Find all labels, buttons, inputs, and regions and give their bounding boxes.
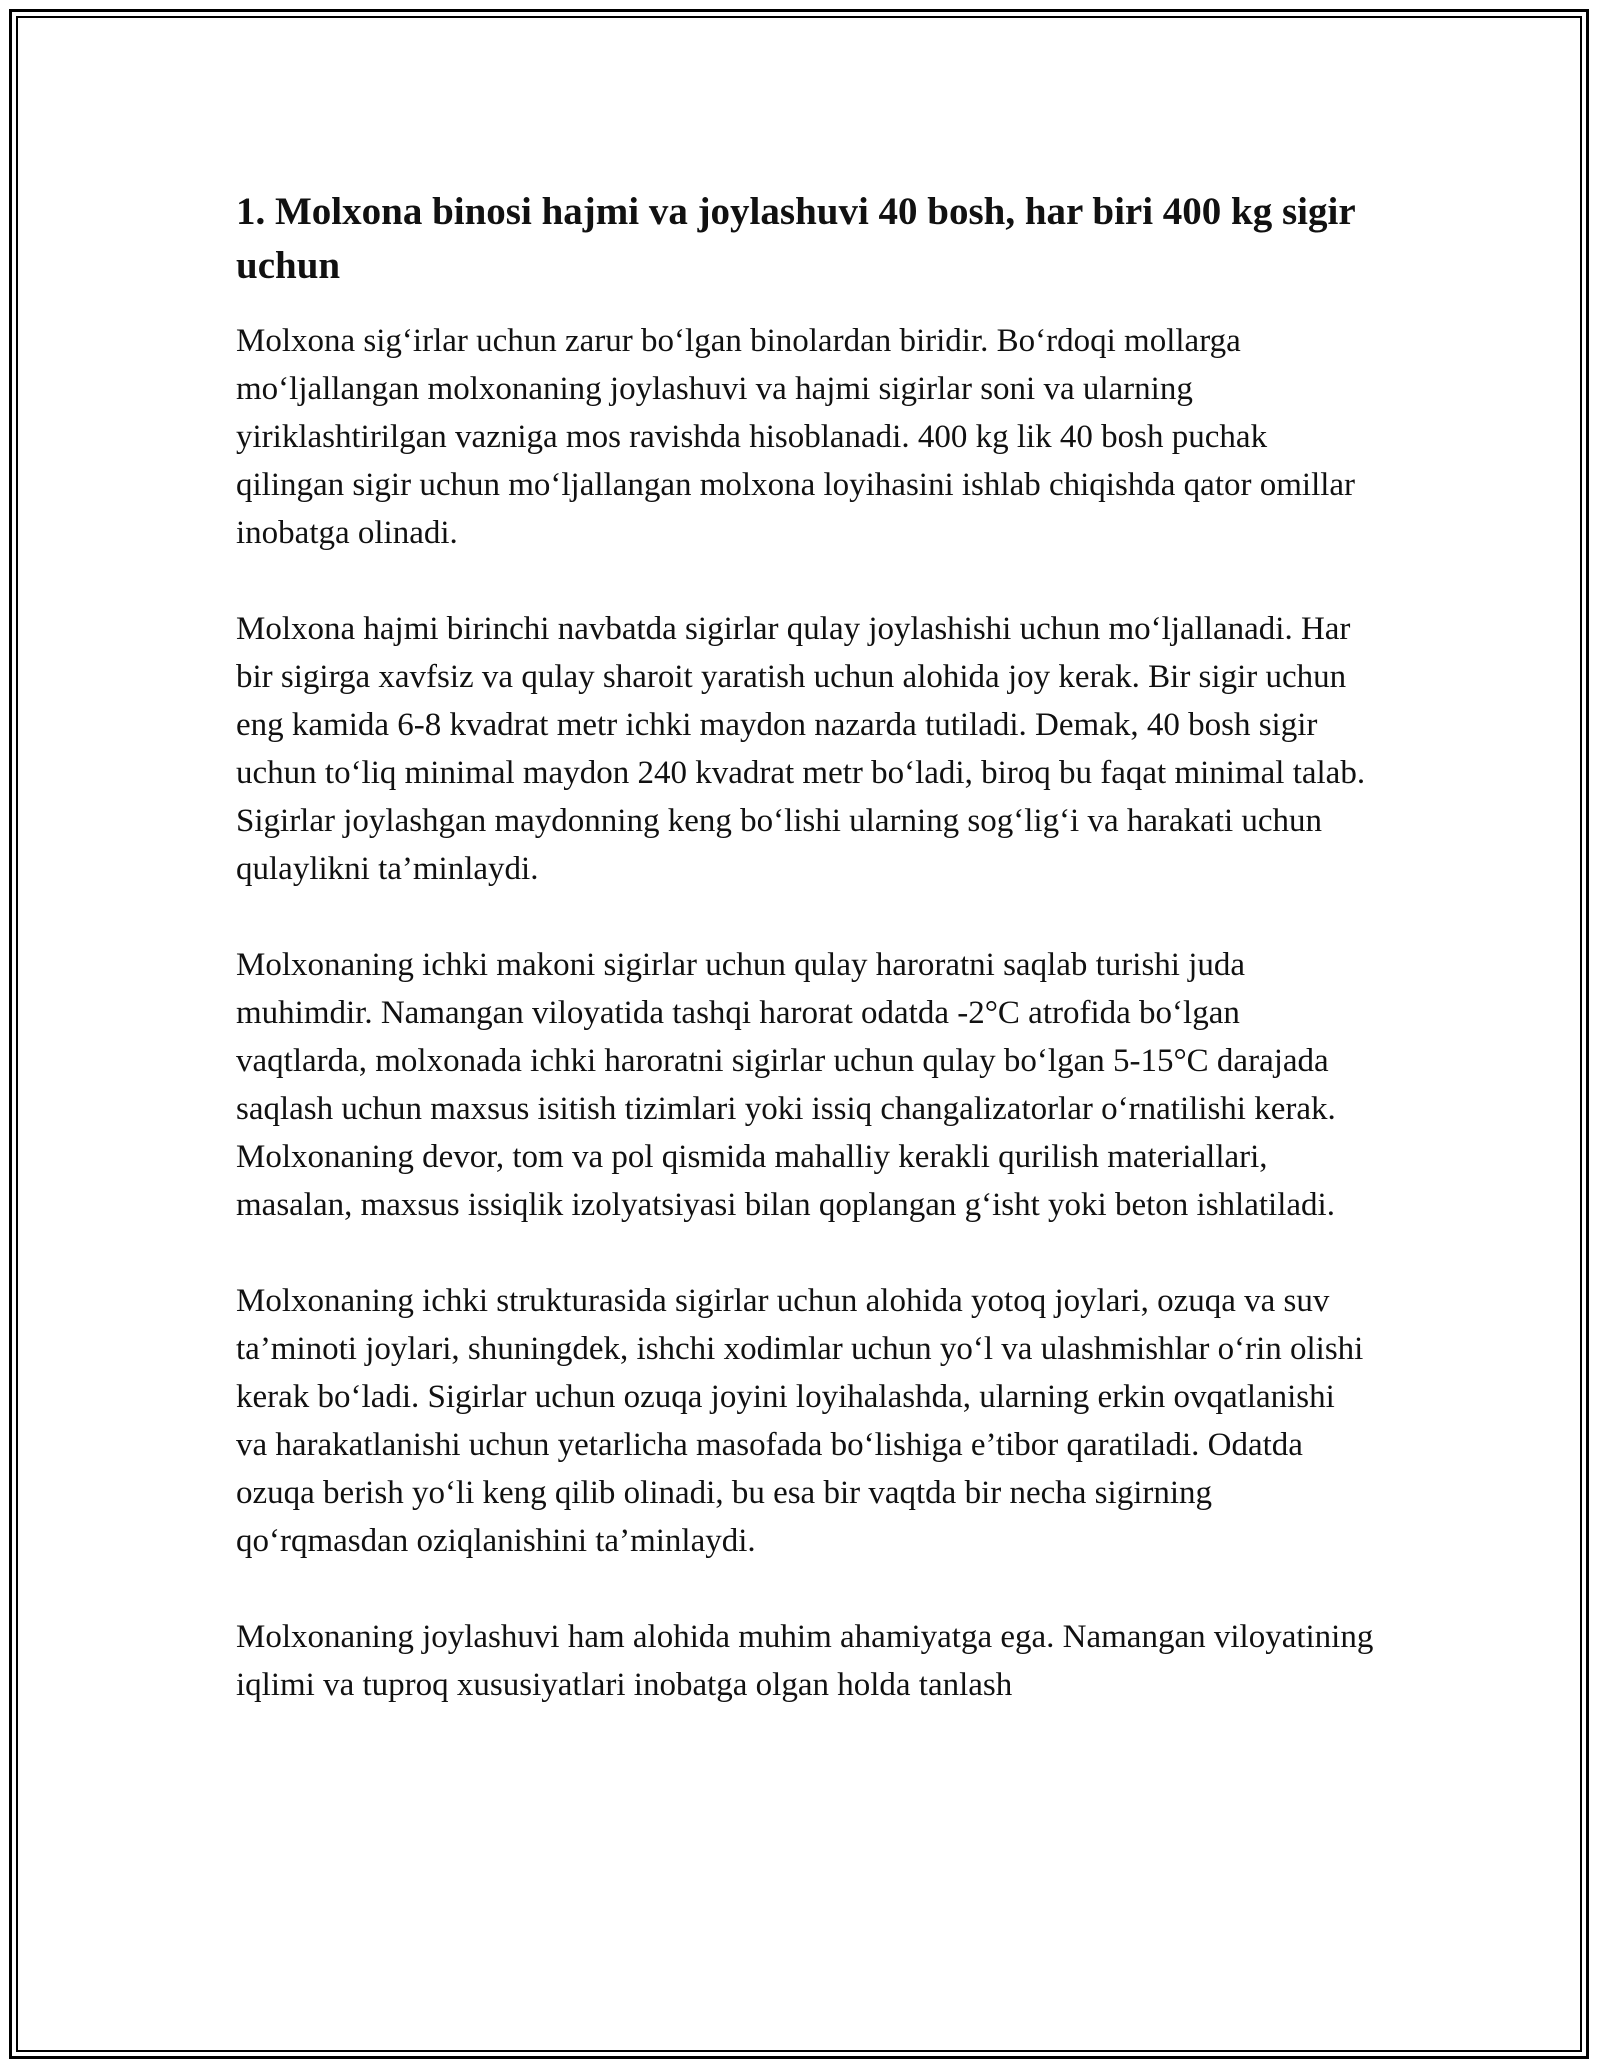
paragraph-1: Molxona sig‘irlar uchun zarur bo‘lgan binolardan biridir. Bo‘rdoqi mollarga mo‘ljallangan molxonaning joylashuvi va hajmi sigirlar soni va ularning yiriklashtirilgan vazniga mos ravishda hisoblanadi. 400 kg lik 40 bosh puchak qilingan sigir uchun mo‘ljallangan molxona loyihasini ishlab chiqishda qator omillar inobatga olinadi. [236,323,1356,551]
paragraph-5: Molxonaning joylashuvi ham alohida muhim ahamiyatga ega. Namangan viloyatining iqlimi va tuproq xususiyatlari inobatga olgan holda tanlash [236,1619,1374,1703]
section-heading: 1. Molxona binosi hajmi va joylashuvi 40 bosh, har biri 400 kg sigir uchun [236,190,1355,287]
paragraph-4: Molxonaning ichki strukturasida sigirlar uchun alohida yotoq joylari, ozuqa va suv ta’minoti joylari, shuningdek, ishchi xodimlar uchun yo‘l va ulashmishlar o‘rin olishi kerak bo‘ladi. Sigirlar uchun ozuqa joyini loyihalashda, ularning erkin ovqatlanishi va harakatlanishi uchun yetarlicha masofada bo‘lishiga e’tibor qaratiladi. Odatda ozuqa berish yo‘li keng qilib olinadi, bu esa bir vaqtda bir necha sigirning qo‘rqmasdan oziqlanishini ta’minlaydi. [236,1283,1364,1559]
paragraph-2: Molxona hajmi birinchi navbatda sigirlar qulay joylashishi uchun mo‘ljallanadi. Har bir sigirga xavfsiz va qulay sharoit yaratish uchun alohida joy kerak. Bir sigir uchun eng kamida 6-8 kvadrat metr ichki maydon nazarda tutiladi. Demak, 40 bosh sigir uchun to‘liq minimal maydon 240 kvadrat metr bo‘ladi, biroq bu faqat minimal talab. Sigirlar joylashgan maydonning keng bo‘lishi ularning sog‘lig‘i va harakati uchun qulaylikni ta’minlaydi. [236,611,1366,887]
paragraph-3: Molxonaning ichki makoni sigirlar uchun qulay haroratni saqlab turishi juda muhimdir. Namangan viloyatida tashqi harorat odatda -2°C atrofida bo‘lgan vaqtlarda, molxonada ichki haroratni sigirlar uchun qulay bo‘lgan 5-15°C darajada saqlash uchun maxsus isitish tizimlari yoki issiq changalizatorlar o‘rnatilishi kerak. Molxonaning devor, tom va pol qismida mahalliy kerakli qurilish materiallari, masalan, maxsus issiqlik izolyatsiyasi bilan qoplangan g‘isht yoki beton ishlatiladi. [236,947,1336,1223]
document-body [236,185,1374,1709]
